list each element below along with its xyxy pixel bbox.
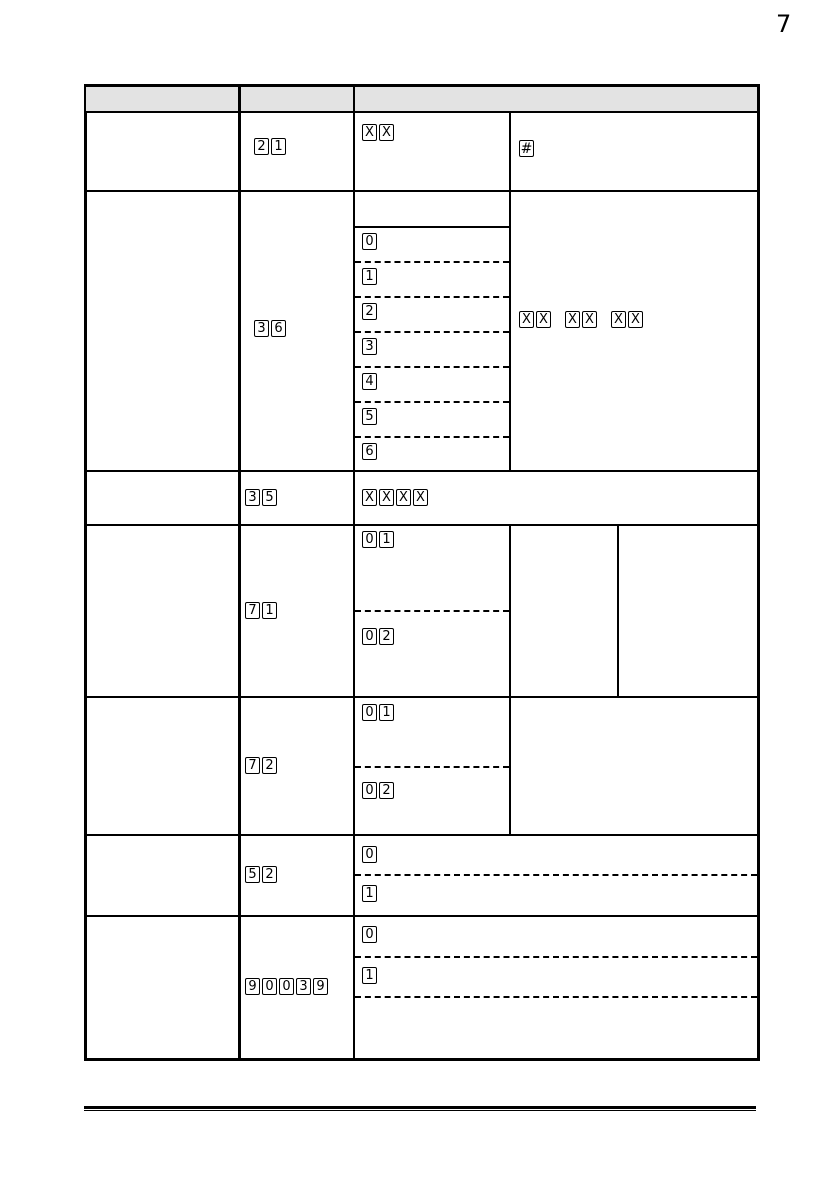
key-1: 1 (362, 967, 377, 984)
row-separator (86, 915, 758, 917)
option-key (362, 338, 377, 355)
column-divider (509, 697, 511, 835)
function-code (245, 757, 277, 774)
key-6: 6 (362, 443, 377, 460)
key-x: X (379, 489, 394, 506)
key-3: 3 (362, 338, 377, 355)
option-key (362, 268, 377, 285)
column-divider (509, 525, 511, 697)
dashed-separator (355, 956, 757, 958)
key-x: X (611, 311, 626, 328)
function-code (245, 489, 277, 506)
key-x: X (396, 489, 411, 506)
footer-rule-thin (84, 1110, 756, 1111)
key-x: X (413, 489, 428, 506)
row-separator (86, 834, 758, 836)
dashed-separator (355, 261, 509, 263)
column-divider (509, 112, 511, 191)
row-separator (86, 696, 758, 698)
hash-key (519, 140, 534, 157)
dashed-separator (355, 996, 757, 998)
dashed-separator (355, 766, 509, 768)
key-7: 7 (245, 757, 260, 774)
key-x: X (519, 311, 534, 328)
option-key (362, 373, 377, 390)
key-x: X (565, 311, 580, 328)
key-2: 2 (262, 757, 277, 774)
key-0: 0 (362, 926, 377, 943)
key-5: 5 (362, 408, 377, 425)
key-1: 1 (362, 268, 377, 285)
cell-separator (355, 226, 509, 228)
column-divider (509, 191, 511, 471)
key-3: 3 (245, 489, 260, 506)
option-key (362, 885, 377, 902)
option-key (362, 303, 377, 320)
option-keys (362, 531, 394, 548)
key-x: X (536, 311, 551, 328)
key-7: 7 (245, 602, 260, 619)
key-0: 0 (279, 978, 294, 995)
value-keys (362, 489, 428, 506)
function-code (245, 978, 328, 995)
key-x: X (582, 311, 597, 328)
key-0: 0 (362, 782, 377, 799)
option-keys (362, 704, 394, 721)
table-header (86, 87, 757, 113)
dashed-separator (355, 874, 757, 876)
key-0: 0 (362, 846, 377, 863)
dashed-separator (355, 331, 509, 333)
key-1: 1 (379, 704, 394, 721)
key-2: 2 (379, 628, 394, 645)
key-2: 2 (262, 866, 277, 883)
key-x: X (362, 489, 377, 506)
date-format (519, 311, 643, 328)
dashed-separator (355, 401, 509, 403)
function-code (245, 602, 277, 619)
footer-rule (84, 1106, 756, 1109)
key-1: 1 (271, 138, 286, 155)
format-group (519, 311, 551, 328)
key-9: 9 (313, 978, 328, 995)
key-x: X (379, 124, 394, 141)
column-divider (617, 525, 619, 697)
option-key (362, 443, 377, 460)
hash-icon: # (520, 140, 533, 157)
key-3: 3 (254, 320, 269, 337)
dashed-separator (355, 436, 509, 438)
key-2: 2 (379, 782, 394, 799)
key-0: 0 (362, 233, 377, 250)
key-5: 5 (262, 489, 277, 506)
function-code (254, 320, 286, 337)
option-keys (362, 628, 394, 645)
row-separator (86, 470, 758, 472)
key-x: X (628, 311, 643, 328)
key-0: 0 (362, 628, 377, 645)
key-0: 0 (362, 704, 377, 721)
dashed-separator (355, 610, 509, 612)
format-group (565, 311, 597, 328)
key-0: 0 (362, 531, 377, 548)
function-code (245, 866, 277, 883)
key-1: 1 (362, 885, 377, 902)
key-1: 1 (379, 531, 394, 548)
option-key (362, 926, 377, 943)
key-4: 4 (362, 373, 377, 390)
dashed-separator (355, 296, 509, 298)
row-separator (86, 524, 758, 526)
dashed-separator (355, 366, 509, 368)
option-key (362, 408, 377, 425)
key-3: 3 (296, 978, 311, 995)
row-separator (86, 190, 758, 192)
page-number: 7 (776, 10, 792, 38)
format-group (611, 311, 643, 328)
option-key (362, 967, 377, 984)
option-keys (362, 782, 394, 799)
key-2: 2 (362, 303, 377, 320)
key-6: 6 (271, 320, 286, 337)
key-9: 9 (245, 978, 260, 995)
key-5: 5 (245, 866, 260, 883)
key-0: 0 (262, 978, 277, 995)
key-x: X (362, 124, 377, 141)
option-key (362, 233, 377, 250)
value-keys (362, 124, 394, 141)
key-2: 2 (254, 138, 269, 155)
function-code (254, 138, 286, 155)
option-key (362, 846, 377, 863)
key-1: 1 (262, 602, 277, 619)
